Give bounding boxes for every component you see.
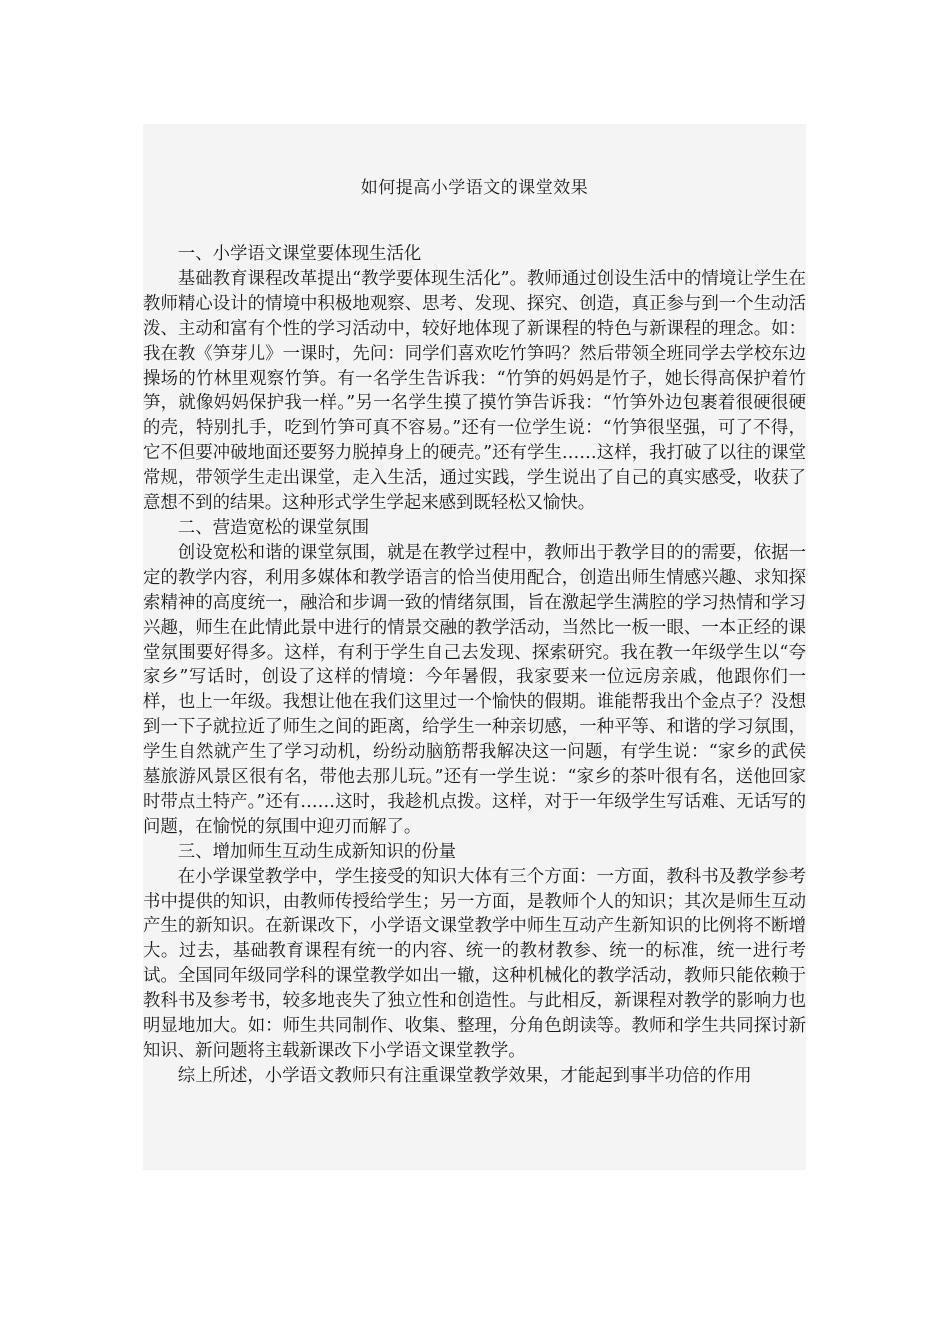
paragraph-1: 基础教育课程改革提出“教学要体现生活化”。教师通过创设生活中的情境让学生在教师精心设计的情境中积极地观察、思考、发现、探究、创造，真正参与到一个生动活泼、主动和富有个性的学习活动中，较好地体现了新课程的特色与新课程的理念。如：我在教《笋芽儿》一课时，先问：同学们喜欢吃竹笋吗？然后带领全班同学去学校东边操场的竹林里观察竹笋。有一名学生告诉我：“竹笋的妈妈是竹子，她长得高保护着竹笋，就像妈妈保护我一样。”另一名学生摸了摸竹笋告诉我：“竹笋外边包裹着很硬很硬的壳，特别扎手，吃到竹笋可真不容易。”还有一位学生说：“竹笋很坚强，可了不得，它不但要冲破地面还要努力脱掉身上的硬壳。”还有学生……这样，我打破了以往的课堂常规，带领学生走出课堂，走入生活，通过实践，学生说出了自己的真实感受，收获了意想不到的结果。这种形式学生学起来感到既轻松又愉快。 xyxy=(143,268,806,514)
document-content xyxy=(143,124,806,1170)
document-title: 如何提高小学语文的课堂效果 xyxy=(360,177,589,198)
paragraph-2: 创设宽松和谐的课堂氛围，就是在教学过程中，教师出于教学目的的需要，依据一定的教学内容，利用多媒体和教学语言的恰当使用配合，创造出师生情感兴趣、求知探索精神的高度统一，融洽和步调一致的情绪氛围，旨在激起学生满腔的学习热情和学习兴趣，师生在此情此景中进行的情景交融的教学活动，当然比一板一眼、一本正经的课堂氛围要好得多。这样，有利于学生自己去发现、探索研究。我在教一年级学生以“夸家乡”写话时，创设了这样的情境：今年暑假，我家要来一位远房亲戚，他跟你们一样，也上一年级。我想让他在我们这里过一个愉快的假期。谁能帮我出个金点子？没想到一下子就拉近了师生之间的距离，给学生一种亲切感，一种平等、和谐的学习氛围，学生自然就产生了学习动机，纷纷动脑筋帮我解决这一问题，有学生说：“家乡的武侯墓旅游风景区很有名，带他去那儿玩。”还有一学生说：“家乡的茶叶很有名，送他回家时带点土特产。”还有……这时，我趁机点拨。这样，对于一年级学生写话难、无话写的问题，在愉悦的氛围中迎刃而解了。 xyxy=(143,542,806,837)
section-heading-3: 三、增加师生互动生成新知识的份量 xyxy=(177,841,457,862)
conclusion-paragraph: 综上所述，小学语文教师只有注重课堂教学效果，才能起到事半功倍的作用 xyxy=(177,1065,752,1086)
title-block xyxy=(143,124,806,242)
section-heading-1: 一、小学语文课堂要体现生活化 xyxy=(177,244,422,264)
section-heading-2: 二、营造宽松的课堂氛围 xyxy=(177,517,370,538)
paragraph-3: 在小学课堂教学中，学生接受的知识大体有三个方面：一方面，教科书及教学参考书中提供的知识，由教师传授给学生；另一方面，是教师个人的知识；其次是师生互动产生的新知识。在新课改下，小学语文课堂教学中师生互动产生新知识的比例将不断增大。过去，基础教育课程有统一的内容、统一的教材教参、统一的标准，统一进行考试。全国同年级同学科的课堂教学如出一辙，这种机械化的教学活动，教师只能依赖于教科书及参考书，较多地丧失了独立性和创造性。与此相反，新课程对教学的影响力也明显地加大。如：师生共同制作、收集、整理，分角色朗读等。教师和学生共同探讨新知识、新问题将主载新课改下小学语文课堂教学。 xyxy=(143,866,806,1061)
document-body xyxy=(143,242,806,1089)
